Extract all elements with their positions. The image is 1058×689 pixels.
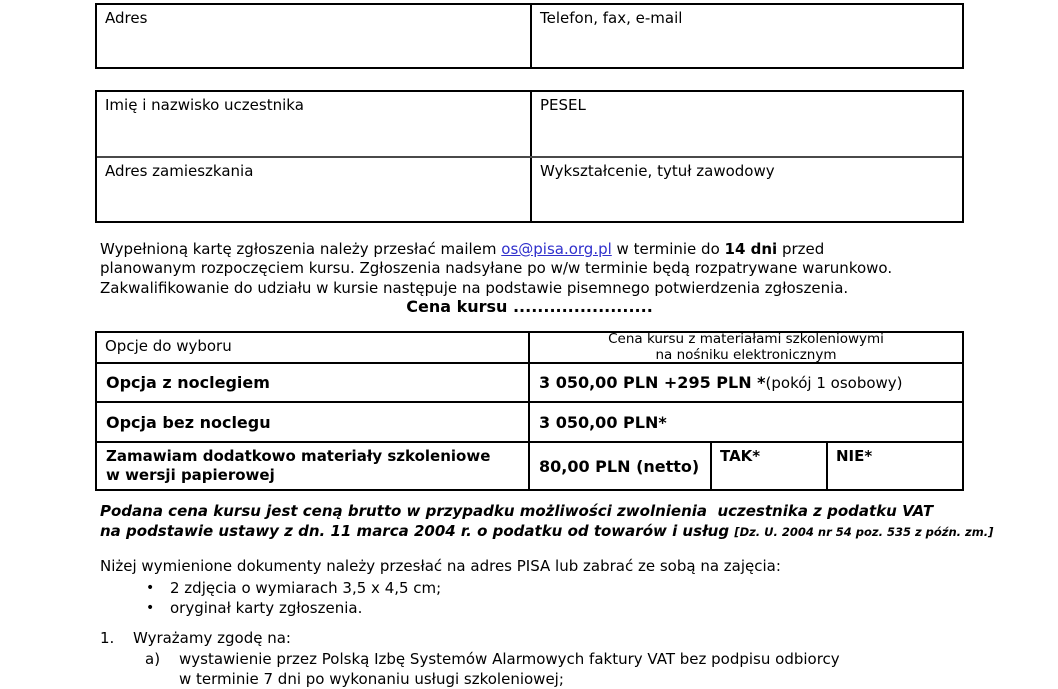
pesel-field-cell[interactable] [532,92,962,156]
list-item [146,578,441,598]
paper-materials-label-line2: w wersji papierowej [106,466,275,484]
phone-fax-email-field-label: Telefon, fax, e-mail [540,9,683,27]
list-item [146,598,441,618]
vat-exemption-note [100,501,993,542]
participant-name-field-cell[interactable] [97,92,532,156]
yes-option-cell[interactable]: TAK* [712,443,828,489]
education-field-cell[interactable] [532,158,962,221]
submission-note-paragraph [100,240,980,298]
agreement-item-letter: a) [145,650,161,668]
price-column-header-line1: Cena kursu z materiałami szkoleniowymi [608,331,884,347]
pesel-field-label: PESEL [540,96,586,114]
bullet-icon: • [146,580,155,596]
home-address-field-cell[interactable] [97,158,532,221]
paper-materials-price: 80,00 PLN (netto) [530,443,712,489]
document-item-photos: 2 zdjęcia o wymiarach 3,5 x 4,5 cm; [170,579,442,597]
option-without-accommodation-price [530,403,962,441]
option-without-accommodation-row [97,403,962,443]
submission-note-line-1 [100,240,980,259]
option-with-accommodation-price [530,364,962,401]
price-table-header-row [97,333,962,364]
vat-note-legal-citation: [Dz. U. 2004 nr 54 poz. 535 z późn. zm.] [734,525,994,539]
price-column-header [530,333,962,362]
option-with-accommodation-row [97,364,962,403]
no-option-cell[interactable]: NIE* [836,447,873,465]
agreement-title: Wyrażamy zgodę na: [133,629,291,647]
agreement-item-text [179,649,840,689]
contact-table [95,3,964,69]
agreement-title-row [100,628,840,648]
participant-row-1 [97,92,962,158]
participant-row-2 [97,158,962,221]
vat-note-line-1: Podana cena kursu jest ceną brutto w przypadku możliwości zwolnienia uczestnika z podatku VAT [100,502,934,520]
submission-note-line-2: planowanym rozpoczęciem kursu. Zgłoszenia nadsyłane po w/w terminie będą rozpatrywane warunkowo. [100,259,893,278]
email-link[interactable]: os@pisa.org.pl [501,240,612,258]
price-column-header-line2: na nośniku elektronicznym [655,346,837,363]
vat-note-line2-main: na podstawie ustawy z dn. 11 marca 2004 r. o podatku od towarów i usług [100,522,735,540]
education-field-label: Wykształcenie, tytuł zawodowy [540,162,775,180]
documents-intro: Niżej wymienione dokumenty należy przesłać na adres PISA lub zabrać ze sobą na zajęcia: [100,557,781,575]
options-column-header: Opcje do wyboru [97,333,530,362]
submission-note-part1: Wypełnioną kartę zgłoszenia należy przesłać mailem [100,240,502,258]
price2-bold: 3 050,00 PLN* [539,412,667,432]
home-address-field-label: Adres zamieszkania [105,162,254,180]
price-heading: Cena kursu ....................... [406,297,653,316]
paper-materials-label [97,443,530,489]
participant-name-field-label: Imię i nazwisko uczestnika [105,96,304,114]
phone-fax-email-field-cell[interactable] [532,5,962,67]
agreement-item-line-2: w terminie 7 dni po wykonaniu usługi szkoleniowej; [179,670,564,688]
submission-note-part2: w terminie do [611,240,725,258]
price1-room-note: (pokój 1 osobowy) [765,373,903,392]
agreement-item-line-1: wystawienie przez Polską Izbę Systemów Alarmowych faktury VAT bez podpisu odbiorcy [179,650,840,668]
address-field-label: Adres [105,9,148,27]
submission-note-line-3: Zakwalifikowanie do udziału w kursie następuje na podstawie pisemnego potwierdzenia zgłoszenia. [100,278,849,297]
agreement-item-a [145,649,840,689]
document-item-original-card: oryginał karty zgłoszenia. [170,599,363,617]
documents-list [146,578,441,618]
address-field-cell[interactable] [97,5,532,67]
paper-materials-label-line1: Zamawiam dodatkowo materiały szkoleniowe [106,447,491,465]
deadline-bold-text: 14 dni [724,240,778,258]
price-table [95,331,964,491]
option-without-accommodation-label: Opcja bez noclegu [97,403,530,441]
submission-note-part3: przed [777,240,825,258]
agreement-section [100,628,840,689]
bullet-icon: • [146,600,155,616]
participant-table [95,90,964,223]
paper-materials-row [97,443,962,489]
agreement-number: 1. [100,629,115,647]
option-with-accommodation-label: Opcja z noclegiem [97,364,530,401]
vat-note-line-2 [100,521,993,542]
price1-bold: 3 050,00 PLN +295 PLN * [539,373,766,392]
